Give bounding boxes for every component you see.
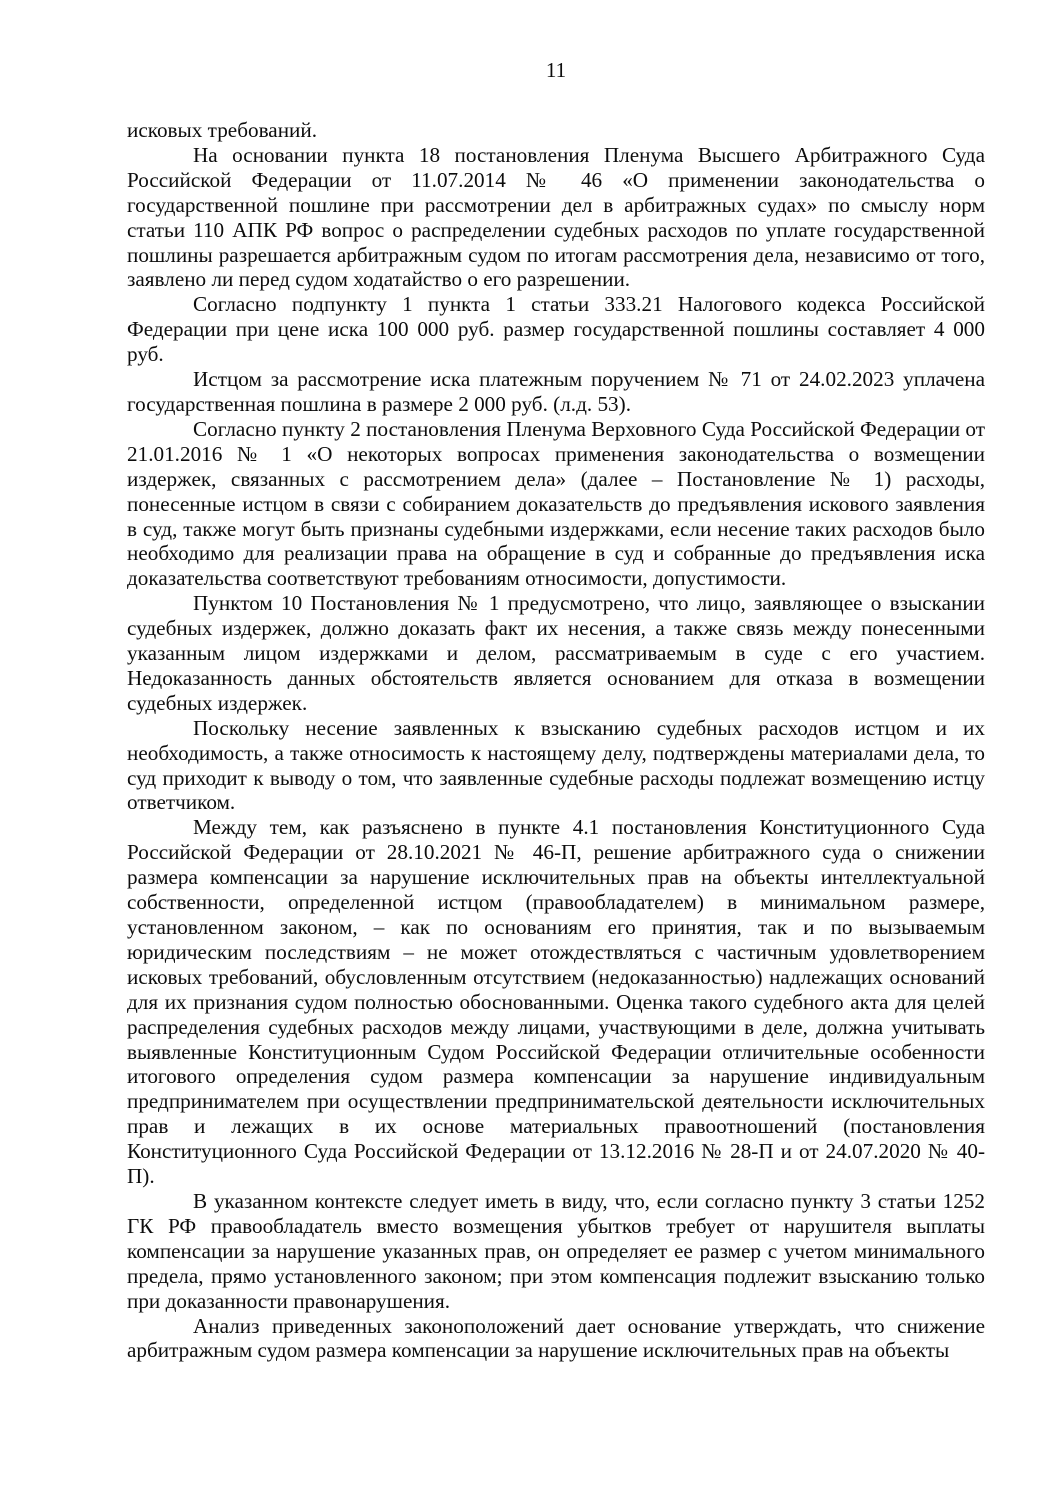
paragraph: В указанном контексте следует иметь в виду, что, если согласно пункту 3 статьи 1252 ГК РФ правообладатель вместо возмещения убытков требует от нарушителя выплаты компенсации за нарушение указанных прав, он определяет ее размер с учетом минимального предела, прямо установленного законом; при этом компенсация подлежит взысканию только при доказанности правонарушения.: [127, 1188, 985, 1313]
paragraph: Согласно пункту 2 постановления Пленума Верховного Суда Российской Федерации от 21.01.2016 № 1 «О некоторых вопросах применения законодательства о возмещении издержек, связанных с рассмотрением дела» (далее – Постановление № 1) расходы, понесенные истцом в связи с собиранием доказательств до предъявления искового заявления в суд, также могут быть признаны судебными издержками, если несение таких расходов было необходимо для реализации права на обращение в суд и собранные до предъявления иска доказательства соответствуют требованиям относимости, допустимости.: [127, 416, 985, 591]
page-number: 11: [545, 58, 567, 82]
paragraph: Истцом за рассмотрение иска платежным поручением № 71 от 24.02.2023 уплачена государственная пошлина в размере 2 000 руб. (л.д. 53).: [127, 367, 985, 416]
paragraph: Пунктом 10 Постановления № 1 предусмотрено, что лицо, заявляющее о взыскании судебных издержек, должно доказать факт их несения, а также связь между понесенными указанным лицом издержками и делом, рассматриваемым в суде с его участием. Недоказанность данных обстоятельств является основанием для отказа в возмещении судебных издержек.: [127, 591, 985, 715]
paragraph-continuation: исковых требований.: [127, 118, 318, 142]
paragraph: Согласно подпункту 1 пункта 1 статьи 333.21 Налогового кодекса Российской Федерации при цене иска 100 000 руб. размер государственной пошлины составляет 4 000 руб.: [127, 292, 985, 367]
paragraph: Анализ приведенных законоположений дает основание утверждать, что снижение арбитражным судом размера компенсации за нарушение исключительных прав на объекты: [127, 1313, 985, 1363]
paragraph: Между тем, как разъяснено в пункте 4.1 постановления Конституционного Суда Российской Федерации от 28.10.2021 № 46-П, решение арбитражного суда о снижении размера компенсации за нарушение исключительных прав на объекты интеллектуальной собственности, определенной истцом (правообладателем) в минимальном размере, установленном законом, – как по основаниям его принятия, так и по вызываемым юридическим последствиям – не может отождествляться с частичным удовлетворением исковых требований, обусловленным отсутствием (недоказанностью) надлежащих оснований для их признания судом полностью обоснованными. Оценка такого судебного акта для целей распределения судебных расходов между лицами, участвующими в деле, должна учитывать выявленные Конституционным Судом Российской Федерации отличительные особенности итогового определения судом размера компенсации за нарушение индивидуальным предпринимателем при осуществлении предпринимательской деятельности исключительных прав и лежащих в их основе материальных правоотношений (постановления Конституционного Суда Российской Федерации от 13.12.2016 № 28-П и от 24.07.2020 № 40-П).: [127, 815, 985, 1189]
paragraph: Поскольку несение заявленных к взысканию судебных расходов истцом и их необходимость, а также относимость к настоящему делу, подтверждены материалами дела, то суд приходит к выводу о том, что заявленные судебные расходы подлежат возмещению истцу ответчиком.: [127, 715, 985, 815]
document-body: [127, 118, 985, 1363]
paragraph: На основании пункта 18 постановления Пленума Высшего Арбитражного Суда Российской Федерации от 11.07.2014 № 46 «О применении законодательства о государственной пошлине при рассмотрении дел в арбитражных судах» по смыслу норм статьи 110 АПК РФ вопрос о распределении судебных расходов по уплате государственной пошлины разрешается арбитражным судом по итогам рассмотрения дела, независимо от того, заявлено ли перед судом ходатайство о его разрешении.: [127, 142, 985, 292]
